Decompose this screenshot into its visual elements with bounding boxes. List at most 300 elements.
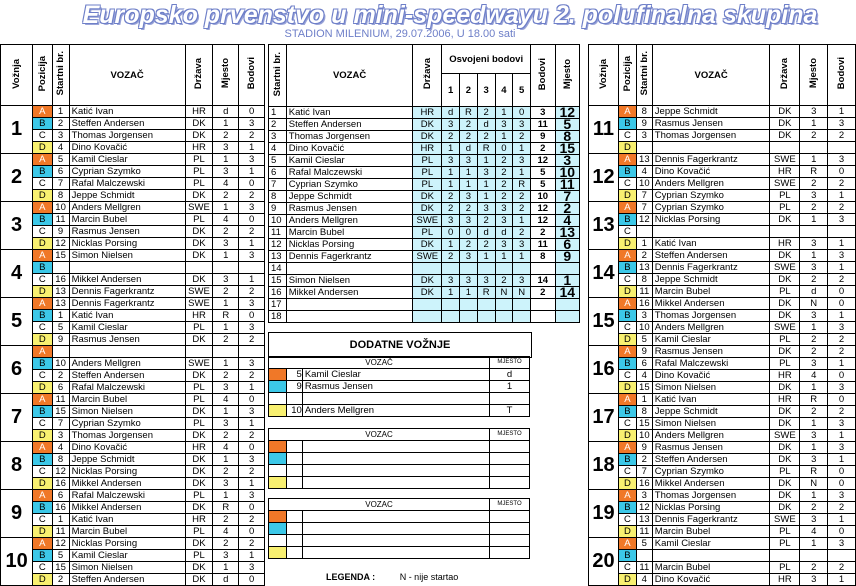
right-heat-row — [589, 514, 856, 526]
right-heat-row — [589, 430, 856, 442]
driver-name: Cyprian Szymko — [652, 466, 770, 478]
place: 1 — [800, 490, 828, 502]
start-number: 8 — [269, 191, 287, 203]
final-place: 5 — [555, 119, 580, 131]
gate-position: C — [618, 274, 636, 286]
country: HR — [770, 370, 800, 382]
heat-number: 2 — [1, 154, 33, 202]
gate-color-swatch — [269, 523, 287, 535]
right-heat-row — [589, 214, 856, 226]
place: 2 — [800, 346, 828, 358]
gate-position: C — [618, 466, 636, 478]
start-number — [286, 441, 302, 453]
start-number: 13 — [52, 298, 69, 310]
race-2: 1 — [460, 287, 478, 299]
driver-name: Kamil Cieslar — [69, 550, 185, 562]
legend-text: N - nije startao — [399, 572, 459, 582]
left-heat-row — [1, 310, 265, 322]
start-number: 13 — [269, 251, 287, 263]
gate-position: A — [618, 106, 636, 118]
race-5: 2 — [513, 203, 531, 215]
gate-position: A — [618, 394, 636, 406]
points: 2 — [239, 334, 265, 346]
place: 3 — [800, 514, 828, 526]
points: 3 — [828, 214, 856, 226]
driver-name: Nicklas Porsing — [652, 214, 770, 226]
driver-name: Cyprian Szymko — [652, 190, 770, 202]
driver-name — [302, 465, 489, 477]
country: PL — [185, 550, 213, 562]
gate-color-swatch — [269, 381, 287, 393]
country: DK — [770, 106, 800, 118]
extra-driver-label: VOZAC — [269, 499, 490, 511]
gate-position: D — [618, 238, 636, 250]
place: 1 — [213, 562, 239, 574]
heat-number: 15 — [589, 298, 619, 346]
rcol-place: Mjesto — [800, 45, 828, 106]
right-heat-row — [589, 526, 856, 538]
heat-number: 16 — [589, 346, 619, 394]
extra-race-row — [269, 381, 530, 393]
gate-color-swatch — [269, 535, 287, 547]
points: 3 — [239, 250, 265, 262]
points: 0 — [239, 526, 265, 538]
race-3: d — [477, 119, 495, 131]
start-number: 10 — [52, 202, 69, 214]
place: T — [490, 405, 530, 417]
place: 1 — [213, 490, 239, 502]
country: DK — [770, 502, 800, 514]
start-number — [286, 511, 302, 523]
place: 1 — [800, 250, 828, 262]
driver-name: Simon Nielsen — [286, 275, 413, 287]
place: 1 — [800, 322, 828, 334]
final-place: 2 — [555, 203, 580, 215]
mid-col-r1: 1 — [442, 74, 460, 107]
country: PL — [185, 178, 213, 190]
start-number: 1 — [52, 106, 69, 118]
right-heat-row — [589, 334, 856, 346]
start-number: 16 — [52, 502, 69, 514]
race-4: 3 — [495, 239, 513, 251]
gate-position: D — [618, 286, 636, 298]
standings-row — [269, 275, 580, 287]
points: 3 — [239, 298, 265, 310]
start-number: 8 — [636, 106, 652, 118]
points: 1 — [239, 550, 265, 562]
place: N — [800, 478, 828, 490]
final-place: 1 — [555, 275, 580, 287]
country: HR — [770, 574, 800, 586]
race-1: 2 — [442, 191, 460, 203]
start-number — [636, 226, 652, 238]
race-2: 3 — [460, 155, 478, 167]
race-1: 1 — [442, 143, 460, 155]
gate-color-swatch — [269, 465, 287, 477]
gate-position: D — [33, 238, 52, 250]
start-number: 3 — [52, 430, 69, 442]
country: PL — [185, 154, 213, 166]
driver-name — [652, 142, 770, 154]
country — [770, 142, 800, 154]
place: 2 — [213, 334, 239, 346]
gate-color-swatch — [269, 441, 287, 453]
driver-name: Thomas Jorgensen — [652, 490, 770, 502]
start-number: 3 — [636, 130, 652, 142]
driver-name: Rasmus Jensen — [652, 118, 770, 130]
driver-name: Kamil Cieslar — [652, 334, 770, 346]
place: 3 — [800, 574, 828, 586]
start-number — [636, 550, 652, 562]
right-heat-row — [589, 574, 856, 586]
race-2: 2 — [460, 203, 478, 215]
points: 1 — [239, 166, 265, 178]
left-heats-table — [0, 44, 265, 586]
country: DK — [770, 418, 800, 430]
gate-position: A — [618, 346, 636, 358]
start-number — [286, 535, 302, 547]
gate-position: C — [33, 418, 52, 430]
driver-name — [652, 226, 770, 238]
col-place: Mjesto — [213, 45, 239, 106]
race-4: 3 — [495, 119, 513, 131]
race-2: 3 — [460, 251, 478, 263]
start-number: 10 — [636, 322, 652, 334]
right-heat-row — [589, 154, 856, 166]
mid-col-earned: Osvojeni bodovi — [442, 45, 531, 74]
driver-name — [302, 523, 489, 535]
extra-races-title: DODATNE VOŽNJE — [349, 339, 451, 351]
country: PL — [185, 322, 213, 334]
driver-name — [286, 299, 413, 311]
race-1: 2 — [442, 251, 460, 263]
race-4: 2 — [495, 167, 513, 179]
start-number: 11 — [636, 562, 652, 574]
total-points: 12 — [531, 155, 555, 167]
gate-position: A — [618, 298, 636, 310]
gate-position: D — [33, 430, 52, 442]
country: DK — [185, 574, 213, 586]
extra-race-row — [269, 441, 530, 453]
start-number: 1 — [52, 310, 69, 322]
extra-race-row — [269, 369, 530, 381]
place: 3 — [800, 430, 828, 442]
rcol-start: Startni br. — [636, 45, 652, 106]
rcol-position: Pozicija — [618, 45, 636, 106]
points: 3 — [239, 202, 265, 214]
points: 0 — [828, 478, 856, 490]
country: DK — [770, 346, 800, 358]
country — [185, 262, 213, 274]
start-number: 12 — [636, 502, 652, 514]
final-place: 9 — [555, 251, 580, 263]
driver-name: Katić Ivan — [286, 107, 413, 119]
country: DK — [770, 442, 800, 454]
gate-position: B — [33, 502, 52, 514]
race-1: 3 — [442, 215, 460, 227]
race-4: 2 — [495, 179, 513, 191]
race-1 — [442, 311, 460, 323]
left-heat-row — [1, 430, 265, 442]
race-1: 1 — [442, 287, 460, 299]
country: DK — [770, 382, 800, 394]
driver-name — [286, 263, 413, 275]
gate-position: B — [618, 406, 636, 418]
heat-number: 8 — [1, 442, 33, 490]
country: SWE — [770, 178, 800, 190]
left-heat-row — [1, 214, 265, 226]
points — [828, 226, 856, 238]
points: 3 — [828, 490, 856, 502]
driver-name — [652, 550, 770, 562]
start-number: 8 — [52, 454, 69, 466]
gate-position: B — [618, 118, 636, 130]
right-heat-row — [589, 178, 856, 190]
total-points — [531, 299, 555, 311]
gate-position: A — [33, 346, 52, 358]
heat-number: 5 — [1, 298, 33, 346]
place: N — [800, 298, 828, 310]
start-number: 8 — [636, 274, 652, 286]
race-2: d — [460, 143, 478, 155]
country: HR — [770, 166, 800, 178]
right-heat-row — [589, 190, 856, 202]
place: 3 — [800, 190, 828, 202]
col-country: Država — [185, 45, 213, 106]
driver-name: Nicklas Porsing — [69, 466, 185, 478]
place — [490, 441, 530, 453]
extra-race-row — [269, 535, 530, 547]
driver-name: Rasmus Jensen — [652, 442, 770, 454]
total-points: 2 — [531, 143, 555, 155]
race-5 — [513, 311, 531, 323]
race-3: 1 — [477, 191, 495, 203]
extra-race-row — [269, 511, 530, 523]
points: 1 — [239, 382, 265, 394]
mid-col-r4: 4 — [495, 74, 513, 107]
points: 1 — [239, 142, 265, 154]
place: 4 — [800, 526, 828, 538]
gate-position: D — [618, 478, 636, 490]
points — [828, 550, 856, 562]
left-heat-row — [1, 514, 265, 526]
left-heat-row — [1, 142, 265, 154]
country: DK — [413, 203, 442, 215]
country: DK — [770, 250, 800, 262]
start-number: 12 — [52, 466, 69, 478]
left-heat-row — [1, 526, 265, 538]
race-4: 1 — [495, 251, 513, 263]
race-5: 2 — [513, 191, 531, 203]
race-2 — [460, 311, 478, 323]
right-heat-row — [589, 550, 856, 562]
country: DK — [413, 191, 442, 203]
gate-position: A — [618, 490, 636, 502]
country: DK — [185, 370, 213, 382]
gate-position: C — [618, 322, 636, 334]
right-heat-row — [589, 418, 856, 430]
race-3: R — [477, 287, 495, 299]
country: SWE — [185, 286, 213, 298]
country: DK — [770, 130, 800, 142]
country — [413, 263, 442, 275]
points: 3 — [828, 250, 856, 262]
start-number — [52, 346, 69, 358]
race-3: 3 — [477, 203, 495, 215]
page-title: Europsko prvenstvo u mini-speedwayu 2. polufinalna skupina — [82, 1, 818, 29]
place: 3 — [213, 274, 239, 286]
place: 3 — [213, 166, 239, 178]
col-points: Bodovi — [239, 45, 265, 106]
start-number — [286, 465, 302, 477]
race-3 — [477, 263, 495, 275]
points: 2 — [828, 334, 856, 346]
country: HR — [185, 106, 213, 118]
heat-number: 10 — [1, 538, 33, 586]
final-place: 15 — [555, 143, 580, 155]
start-number: 11 — [636, 286, 652, 298]
points: 2 — [828, 178, 856, 190]
page-subtitle: STADION MILENIUM, 29.07.2006, U 18.00 sati — [284, 28, 516, 40]
start-number: 12 — [52, 538, 69, 550]
driver-name: Cyprian Szymko — [69, 418, 185, 430]
standings-row — [269, 227, 580, 239]
final-place: 3 — [555, 155, 580, 167]
driver-name: Rafal Malczewski — [652, 358, 770, 370]
driver-name: Anders Mellgren — [286, 215, 413, 227]
gate-position: B — [618, 310, 636, 322]
mid-col-country: Država — [413, 45, 442, 107]
driver-name — [302, 477, 489, 489]
right-heat-row — [589, 478, 856, 490]
race-3: 2 — [477, 131, 495, 143]
driver-name: Rasmus Jensen — [69, 226, 185, 238]
right-heat-row — [589, 142, 856, 154]
final-place: 8 — [555, 131, 580, 143]
country: HR — [770, 238, 800, 250]
country: SWE — [770, 154, 800, 166]
place: 2 — [213, 430, 239, 442]
gate-position: D — [618, 334, 636, 346]
start-number: 2 — [636, 454, 652, 466]
place: R — [213, 502, 239, 514]
heat-number: 6 — [1, 346, 33, 394]
country: PL — [770, 334, 800, 346]
final-place: 13 — [555, 227, 580, 239]
country: PL — [185, 394, 213, 406]
start-number: 5 — [52, 322, 69, 334]
place — [213, 346, 239, 358]
final-place: 14 — [555, 287, 580, 299]
start-number: 3 — [636, 310, 652, 322]
start-number: 5 — [636, 538, 652, 550]
left-heat-row — [1, 394, 265, 406]
points: 1 — [828, 106, 856, 118]
points: 0 — [239, 178, 265, 190]
country: DK — [770, 310, 800, 322]
start-number: 13 — [52, 286, 69, 298]
country: DK — [185, 274, 213, 286]
place — [490, 547, 530, 559]
gate-position: A — [618, 538, 636, 550]
place — [490, 393, 530, 405]
final-place: 12 — [555, 107, 580, 119]
race-4: 2 — [495, 155, 513, 167]
race-2: 3 — [460, 215, 478, 227]
gate-position: D — [618, 190, 636, 202]
country: SWE — [413, 251, 442, 263]
gate-position: A — [618, 154, 636, 166]
mid-col-r2: 2 — [460, 74, 478, 107]
place: 2 — [213, 226, 239, 238]
extra-place-label: MJESTO — [490, 499, 530, 511]
standings-row — [269, 263, 580, 275]
final-place: 7 — [555, 191, 580, 203]
driver-name: Nicklas Porsing — [69, 538, 185, 550]
start-number: 11 — [52, 394, 69, 406]
points: 2 — [239, 370, 265, 382]
driver-name: Kamil Cieslar — [69, 322, 185, 334]
driver-name: Dino Kovačić — [69, 442, 185, 454]
start-number: 7 — [52, 418, 69, 430]
race-1: 2 — [442, 131, 460, 143]
race-2: 1 — [460, 167, 478, 179]
place — [490, 535, 530, 547]
points: 2 — [828, 130, 856, 142]
standings-row — [269, 203, 580, 215]
race-4 — [495, 299, 513, 311]
right-heat-row — [589, 454, 856, 466]
start-number: 4 — [636, 166, 652, 178]
total-points: 12 — [531, 215, 555, 227]
gate-position: C — [618, 130, 636, 142]
left-heat-row — [1, 454, 265, 466]
country: PL — [185, 382, 213, 394]
country: PL — [413, 227, 442, 239]
driver-name: Katić Ivan — [69, 514, 185, 526]
start-number: 8 — [636, 406, 652, 418]
start-number: 13 — [636, 154, 652, 166]
driver-name: Jeppe Schmidt — [69, 454, 185, 466]
left-heat-row — [1, 178, 265, 190]
start-number: 7 — [52, 178, 69, 190]
standings-row — [269, 167, 580, 179]
country: DK — [413, 239, 442, 251]
place: 3 — [800, 310, 828, 322]
start-number: 9 — [52, 334, 69, 346]
start-number: 9 — [636, 442, 652, 454]
right-heat-row — [589, 106, 856, 118]
start-number: 10 — [636, 178, 652, 190]
place: R — [800, 466, 828, 478]
gate-position: A — [33, 154, 52, 166]
driver-name: Anders Mellgren — [302, 405, 489, 417]
place: R — [213, 310, 239, 322]
country: SWE — [770, 430, 800, 442]
race-1: 1 — [442, 167, 460, 179]
driver-name: Thomas Jorgensen — [652, 130, 770, 142]
start-number: 9 — [636, 118, 652, 130]
left-heat-row — [1, 190, 265, 202]
country: DK — [770, 298, 800, 310]
total-points: 11 — [531, 119, 555, 131]
start-number: 16 — [269, 287, 287, 299]
start-number: 15 — [52, 562, 69, 574]
race-2: 3 — [460, 275, 478, 287]
start-number: 12 — [52, 238, 69, 250]
place: 2 — [213, 538, 239, 550]
place: 1 — [800, 382, 828, 394]
